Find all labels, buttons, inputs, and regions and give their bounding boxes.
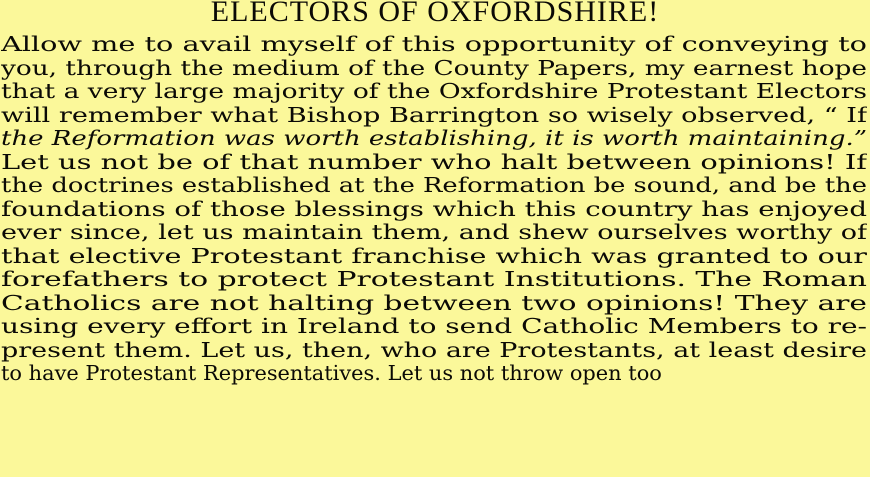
- body-line-1: Allow me to avail myself of this opportunity of conveying to: [1, 33, 867, 56]
- body-line-2: you, through the medium of the County Papers, my earnest hope: [1, 56, 867, 80]
- body-line-14: present them. Let us, then, who are Protestants, at least desire: [1, 338, 867, 362]
- body-line-7: the doctrines established at the Reformation be sound, and be the: [1, 174, 867, 197]
- body-line-6: Let us not be of that number who halt between opinions! If: [1, 150, 867, 174]
- quote-italic: the Reformation was worth establishing, it is worth maintaining.”: [1, 127, 867, 150]
- body-line-12: Catholics are not halting between two opinions! They are: [1, 291, 867, 315]
- article-heading: ELECTORS OF OXFORDSHIRE!: [210, 0, 660, 28]
- body-line-10: that elective Protestant franchise which was granted to our: [1, 244, 867, 268]
- body-line-9: ever since, let us maintain them, and shew ourselves worthy of: [1, 221, 867, 244]
- body-line-3: that a very large majority of the Oxfordshire Protestant Electors: [1, 80, 867, 103]
- body-line-5-italic-quote: [1, 127, 867, 151]
- body-line-13: using every effort in Ireland to send Catholic Members to re-: [1, 315, 867, 338]
- body-line-4: will remember what Bishop Barrington so wisely observed, “ If: [1, 103, 867, 127]
- body-line-15: to have Protestant Representatives. Let us not throw open too: [1, 362, 662, 385]
- body-line-11: forefathers to protect Protestant Institutions. The Roman: [1, 268, 867, 291]
- body-line-8: foundations of those blessings which this country has enjoyed: [1, 197, 867, 221]
- article-body: [1, 33, 867, 386]
